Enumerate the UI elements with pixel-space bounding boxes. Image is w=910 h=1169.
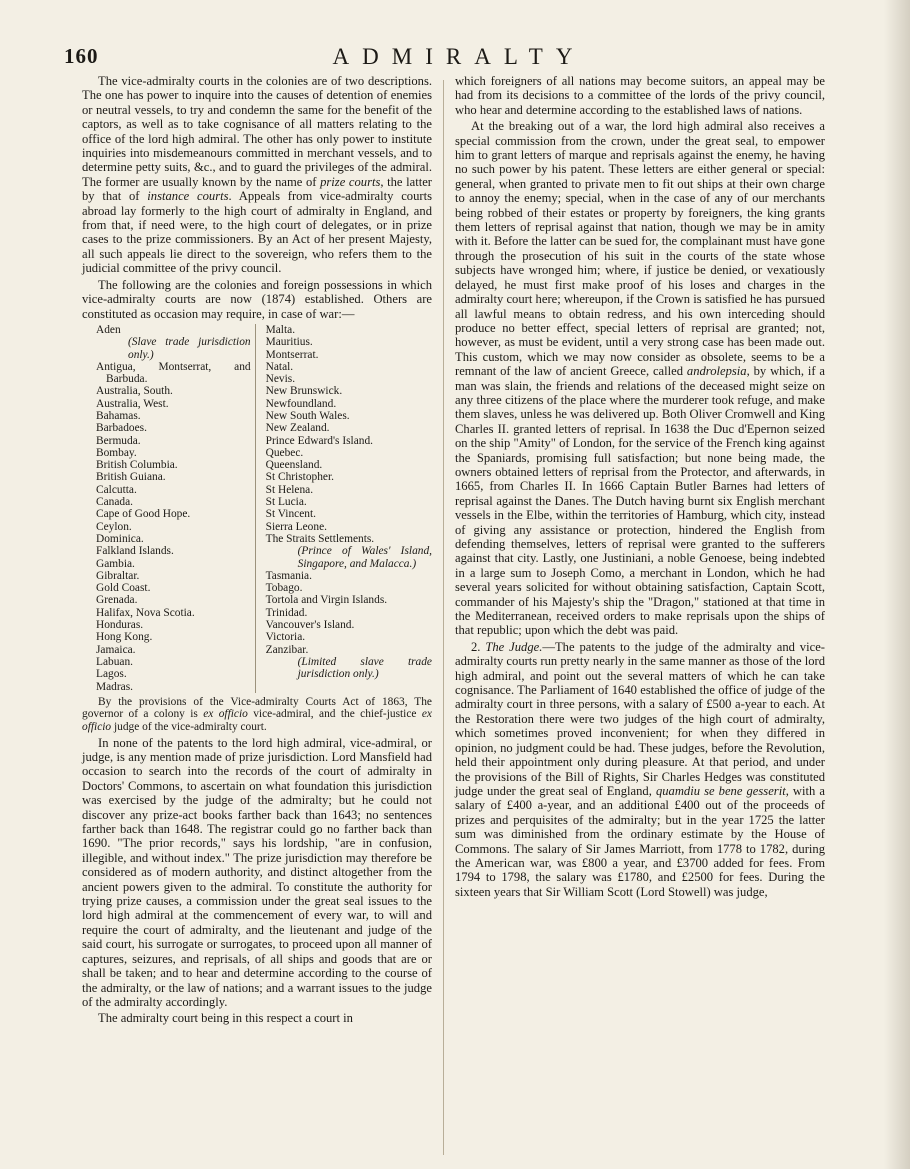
colony-name: Zanzibar. — [265, 643, 309, 656]
colony-list-item — [96, 447, 251, 459]
colony-list-item — [96, 607, 251, 619]
colony-name: Gold Coast. — [96, 582, 151, 595]
colony-list-item — [266, 570, 432, 582]
colony-list-item — [96, 484, 251, 496]
colony-name: Australia, West. — [96, 397, 169, 410]
colony-name: St Christopher. — [265, 471, 334, 484]
colony-name: Sierra Leone. — [265, 520, 327, 533]
colony-list-item — [266, 459, 432, 471]
colony-list-item — [96, 668, 251, 680]
colony-list-item — [96, 644, 251, 656]
colonies-list-a — [96, 324, 256, 693]
colony-list-item — [266, 385, 432, 397]
colony-list-item — [266, 324, 432, 336]
colony-name: Montserrat. — [265, 348, 319, 361]
colony-name: Victoria. — [265, 631, 306, 644]
colony-name: Vancouver's Island. — [265, 619, 355, 632]
colony-name: Malta. — [265, 323, 296, 336]
colony-list-item — [266, 496, 432, 508]
colony-name: Gambia. — [96, 557, 135, 570]
column-divider — [443, 80, 444, 1155]
colony-list-item — [96, 508, 251, 520]
colony-name: St Lucia. — [265, 496, 307, 509]
page-number: 160 — [64, 44, 99, 68]
colony-list-item — [266, 373, 432, 385]
colony-name: New Zealand. — [265, 422, 330, 435]
colony-name: Dominica. — [96, 532, 144, 545]
colony-name: British Guiana. — [96, 471, 166, 484]
colony-name: Canada. — [96, 496, 134, 509]
colony-name: Trinidad. — [265, 606, 308, 619]
paragraph-admiralty-court-continued: The admiralty court being in this respect a court in — [98, 1011, 353, 1026]
colony-name: Tortola and Virgin Islands. — [265, 594, 388, 607]
section-heading-judge: The Judge. — [485, 639, 543, 654]
colony-name: Cape of Good Hope. — [96, 508, 191, 521]
running-title: ADMIRALTY — [332, 44, 586, 69]
colony-list-item — [266, 398, 432, 410]
colony-name: Lagos. — [96, 668, 127, 681]
colony-list-item — [96, 656, 251, 668]
colony-list-item — [96, 545, 251, 557]
paragraph-appeal-committee: which foreigners of all nations may become suitors, an appeal may be had from its decisions to a committee of the lords of the privy council, who hear and determine according to the established laws of nations. — [455, 74, 825, 117]
colony-name: Antigua, Montserrat, and Barbuda. — [96, 360, 251, 386]
colony-list-item — [266, 631, 432, 643]
colony-name: Tobago. — [265, 582, 303, 595]
paragraph-vice-admiralty-courts: The vice-admiralty courts in the colonies are of two descriptions. The one has power to inquire into the causes of detention of enemies or neutral vessels, to try and condemn the same for the benefit of the captors, as well as to take cognisance of all matters relating to the office of the lord high admiral. The other has only power to institute inquiries into misdemeanours committed in merchant vessels, and to determine petty suits, &c., and to guard the privileges of the admiral. The former are usually known by the name of prize courts, the latter by that of instance courts. Appeals from vice-admiralty courts abroad lay formerly to the high court of admiralty in England, and from that, if need were, to the high court of delegates, or in prize cases to the prize commissioners. By an Act of her present Majesty, all such appeals lie direct to the sovereign, who refers them to the judicial committee of the privy council. — [82, 74, 432, 276]
colony-list-item — [96, 385, 251, 397]
page-header — [64, 44, 854, 78]
colony-list-item — [96, 422, 251, 434]
paragraph-vice-admiralty-act: By the provisions of the Vice-admiralty Courts Act of 1863, The governor of a colony is ex officio vice-admiral, and the chief-justice ex officio judge of the vice-admiralty court. — [82, 695, 432, 733]
colony-name: Gibraltar. — [96, 569, 140, 582]
colony-list-item — [96, 570, 251, 582]
colony-name: Newfoundland. — [265, 397, 337, 410]
colony-name: Hong Kong. — [96, 631, 153, 644]
colony-name: Aden — [96, 323, 121, 336]
colony-list-item — [266, 336, 432, 348]
colony-list-item — [266, 410, 432, 422]
colony-name: Tasmania. — [265, 569, 312, 582]
colony-name: Prince Edward's Island. — [265, 434, 374, 447]
colony-list-item — [96, 521, 251, 533]
colony-list-item — [266, 533, 432, 570]
colony-name: Bahamas. — [96, 409, 141, 422]
colony-name: Quebec. — [265, 446, 304, 459]
colony-note: (Prince of Wales' Island, Singapore, and Malacca.) — [297, 545, 432, 570]
colony-list-item — [96, 459, 251, 471]
right-column — [455, 74, 825, 901]
paragraph-colonies-intro: The following are the colonies and foreign possessions in which vice-admiralty courts are now (1874) established. Others are constituted as occasion may require, in case of war:— — [82, 277, 432, 321]
colonies-list-b — [256, 324, 432, 693]
colony-list-item — [96, 582, 251, 594]
colony-list-item — [96, 681, 251, 693]
colony-name: Madras. — [96, 680, 134, 693]
colony-list-item — [266, 594, 432, 606]
colony-list-item — [96, 496, 251, 508]
colony-list-item — [266, 422, 432, 434]
colony-name: Ceylon. — [96, 520, 132, 533]
colony-list-item — [96, 324, 251, 361]
colony-name: New South Wales. — [265, 409, 350, 422]
colony-list-item — [266, 349, 432, 361]
colony-list-item — [266, 435, 432, 447]
colony-name: Bombay. — [96, 446, 137, 459]
colony-name: Jamaica. — [96, 643, 136, 656]
colony-name: Queensland. — [265, 459, 323, 472]
colony-name: St Vincent. — [265, 508, 316, 521]
colony-list-item — [266, 471, 432, 483]
colony-list-item — [96, 533, 251, 545]
left-column — [82, 74, 432, 1028]
colony-list-item — [266, 447, 432, 459]
colony-name: Nevis. — [265, 373, 296, 386]
colony-list-item — [96, 398, 251, 410]
colony-list-item — [266, 644, 432, 681]
colony-list-item — [96, 361, 251, 386]
colony-name: Australia, South. — [96, 385, 173, 398]
colony-list-item — [266, 582, 432, 594]
colony-name: Bermuda. — [96, 434, 141, 447]
colony-name: Barbadoes. — [96, 422, 147, 435]
colony-list-item — [266, 508, 432, 520]
colony-name: Grenada. — [96, 594, 138, 607]
colony-name: British Columbia. — [96, 459, 178, 472]
colony-note: (Slave trade jurisdiction only.) — [128, 336, 251, 361]
paragraph-letters-of-marque: At the breaking out of a war, the lord high admiral also receives a special commission from the crown, under the great seal, to empower him to grant letters of marque and reprisals against the enemy, he having no such power by his patent. These letters are either general or special: general, when granted to private men to fit out ships at their own charge to annoy the enemy; special, when in the case of any of our merchants being robbed of their estates or property by foreigners, the king grants them letters of reprisal against that nation, though we may be in amity with it. Before the latter can be sued for, the complainant must have gone through the prosecution of his suit in the courts of the state whose subjects have wronged him; where, if justice be denied, or vexatiously delayed, he must first make proof of his loses and charges in the admiralty court here; whereupon, if the Crown is satisfied he has pursued all lawful means to obtain redress, and his own interceding should produce no better effect, special letters of reprisal are granted; not, however, as must be evident, until a very strong case has been made out. This custom, which we may now consider as obsolete, seems to be a remnant of the law of ancient Greece, called androlepsia, by which, if a man was slain, the friends and relations of the deceased might seize on any three citizens of the place where the murderer took refuge, and make them slaves, unless he was delivered up. Both Oliver Cromwell and King Charles II. granted letters of reprisal. In 1638 the Duc d'Epernon seized on the ship "Amity" of London, for the service of the French king against the Spaniards, promising full satisfaction; but none being made, the owners obtained letters of reprisal from the Protector, and afterwards, in 1665, from Charles II. In 1666 Captain Butler Barnes had letters of reprisal against the Danes. The Dutch having burnt six English merchant vessels in the Elbe, within the territories of Hamburg, which city, instead of giving any assistance or protection, hindered the English from defending themselves, letters of reprisal were granted to the sufferers against that city. Lastly, one Justiniani, a noble Genoese, being indebted in a large sum to Joseph Como, a merchant in London, which he had several years solicited for without obtaining satisfaction, Captain Scott, commander of his Majesty's ship the "Dragon," stationed at that time in the Mediterranean, received orders to make reprisals upon the ships of that republic; upon which the debt was paid. — [455, 119, 825, 638]
colony-list-item — [266, 619, 432, 631]
colony-list-item — [266, 484, 432, 496]
colony-name: Honduras. — [96, 619, 144, 632]
colony-name: Mauritius. — [265, 336, 313, 349]
colony-list-item — [266, 521, 432, 533]
colony-name: New Brunswick. — [265, 385, 343, 398]
paragraph-prize-jurisdiction: In none of the patents to the lord high admiral, vice-admiral, or judge, is any mention made of prize jurisdiction. Lord Mansfield had occasion to search into the records of the court of admiralty in Doctors' Commons, to ascertain on what foundation this jurisdiction was exercised by the judge of the admiralty; but he could not discover any prize-act books farther back than 1643; no sentences farther back than 1648. The registrar could go no farther back than 1690. "The prior records," says his lordship, "are in confusion, illegible, and without index." The prize jurisdiction may therefore be considered as of modern authority, and distinct altogether from the ancient powers given to the admiral. To constitute the authority for trying prize causes, a commission under the great seal issues to the lord high admiral at the commencement of every war, to will and require the court of admiralty, and the lieutenant and judge of the said court, his surrogate or surrogates, to proceed upon all manner of captures, seizures, and reprisals, of all ships and goods that are or shall be taken; and to hear and determine according to the course of the admiralty, or the law of nations; and a warrant issues to the judge of the admiralty accordingly. — [82, 735, 432, 1009]
colony-list-item — [96, 410, 251, 422]
colony-name: Natal. — [265, 360, 294, 373]
colony-list-item — [96, 631, 251, 643]
colony-name: Halifax, Nova Scotia. — [96, 606, 195, 619]
colony-list-item — [266, 607, 432, 619]
colony-name: St Helena. — [265, 483, 314, 496]
colony-list-item — [96, 471, 251, 483]
colony-note: (Limited slave trade jurisdiction only.) — [297, 655, 432, 681]
colony-name: Labuan. — [96, 655, 134, 668]
paragraph-the-judge: 2. The Judge.—The patents to the judge of the admiralty and vice-admiralty courts run pretty nearly in the same manner as those of the lord high admiral, and point out the several matters of which he can take cognisance. The Parliament of 1640 established the office of judge of the admiralty court in three persons, with a salary of £500 a-year to each. At the Restoration there were two judges of the high court of admiralty, which sometimes proved inconvenient; for when they differed in opinion, no judgment could be had. These judges, before the Revolution, held their appointment only during pleasure. At that period, and under the provisions of the Bill of Rights, Sir Charles Hedges was constituted judge under the great seal of England, quamdiu se bene gesserit, with a salary of £400 a-year, and an additional £400 out of the proceeds of prizes and perquisites of the admiralty; but in the year 1725 the latter sum was diminished from the ordinary estimate by the House of Commons. The salary of Sir James Marriott, from 1778 to 1782, during the American war, was £800 a year, and £3700 added for fees. From 1794 to 1798, the salary was £1780, and £2500 for fees. During the sixteen years that Sir William Scott (Lord Stowell) was judge, — [455, 639, 825, 899]
colony-list-item — [96, 619, 251, 631]
colony-name: Falkland Islands. — [96, 545, 174, 558]
colony-name: The Straits Settlements. — [265, 532, 375, 545]
colonies-lists — [96, 324, 432, 693]
colony-name: Calcutta. — [96, 483, 137, 496]
colony-list-item — [96, 435, 251, 447]
colony-list-item — [96, 594, 251, 606]
colony-list-item — [266, 361, 432, 373]
colony-list-item — [96, 558, 251, 570]
